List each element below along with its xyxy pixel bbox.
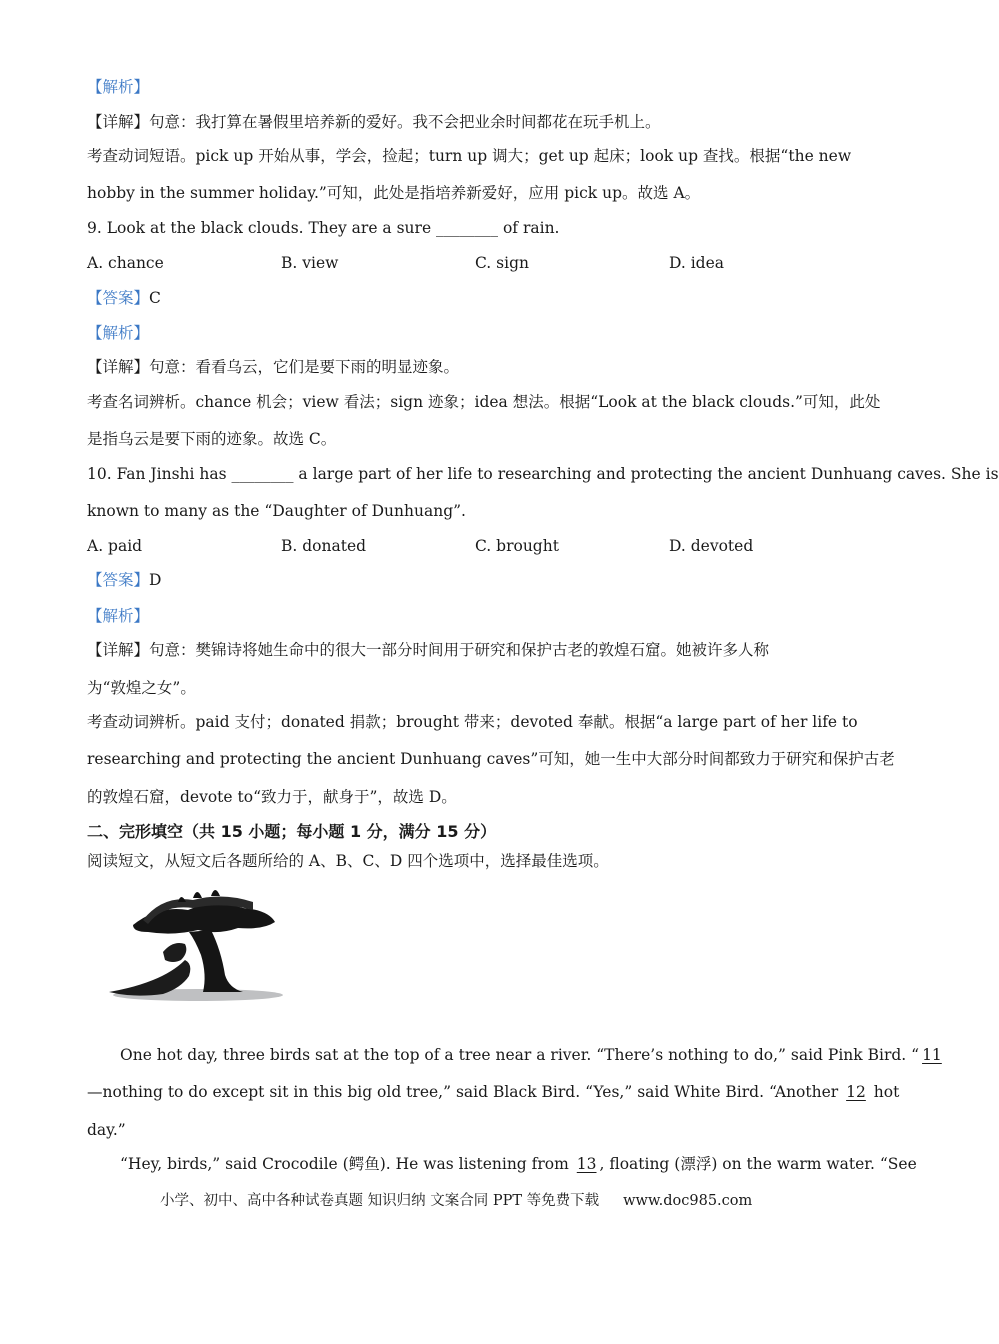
question-9-answer: 【答案】C: [87, 289, 161, 307]
passage-line: —nothing to do except sit in this big old tree,” said Black Bird. “Yes,” said White Bird. “Another 12 hot: [87, 1083, 900, 1101]
question-10-stem: known to many as the “Daughter of Dunhuang”.: [87, 502, 466, 520]
question-10-explanation: 的敦煌石窟，devote to“致力于，献身于”，故选 D。: [87, 788, 457, 806]
blank-11: 11: [922, 1046, 942, 1064]
option-a: A. chance: [87, 254, 164, 272]
question-10-options: [87, 536, 864, 556]
option-c: C. sign: [475, 254, 529, 272]
question-9-detail: 【详解】句意：看看乌云，它们是要下雨的明显迹象。: [87, 358, 460, 376]
passage-line: day.”: [87, 1121, 126, 1139]
question-10-detail: 为“敦煌之女”。: [87, 679, 196, 697]
tree-crocodile-illustration: [103, 880, 283, 1005]
page-footer: 小学、初中、高中各种试卷真题 知识归纳 文案合同 PPT 等免费下载 www.doc985.com: [160, 1193, 753, 1209]
option-c: C. brought: [475, 537, 559, 555]
passage-line: One hot day, three birds sat at the top of a tree near a river. “There’s nothing to do,” said Pink Bird. “ 11: [87, 1045, 864, 1065]
question-10-detail: 【详解】句意：樊锦诗将她生命中的很大一部分时间用于研究和保护古老的敦煌石窟。她被许多人称: [87, 641, 770, 659]
question-10-stem: 10. Fan Jinshi has ________ a large part of her life to researching and protecting the ancient Dunhuang caves. She is: [87, 465, 999, 483]
blank-13: 13: [576, 1155, 597, 1173]
blank-12: 12: [846, 1083, 866, 1101]
detail-label: 【详解】: [87, 113, 150, 131]
option-d: D. idea: [669, 254, 725, 272]
footer-url[interactable]: www.doc985.com: [623, 1193, 753, 1209]
explanation-line: hobby in the summer holiday.”可知，此处是指培养新爱好，应用 pick up。故选 A。: [87, 184, 701, 202]
explanation-line: 考查动词短语。pick up 开始从事，学会，捡起；turn up 调大；get up 起床；look up 查找。根据“the new: [87, 147, 852, 165]
question-9-explanation: 考查名词辨析。chance 机会；view 看法；sign 迹象；idea 想法。根据“Look at the black clouds.”可知，此处: [87, 393, 881, 411]
section-instruction: 阅读短文，从短文后各题所给的 A、B、C、D 四个选项中，选择最佳选项。: [87, 852, 609, 870]
question-10-explanation: researching and protecting the ancient Dunhuang caves”可知，她一生中大部分时间都致力于研究和保护古老: [87, 750, 895, 768]
question-9-explanation: 是指乌云是要下雨的迹象。故选 C。: [87, 430, 337, 448]
question-10-analysis-label: 【解析】: [87, 607, 150, 625]
question-10-explanation: 考查动词辨析。paid 支付；donated 捐款；brought 带来；devoted 奉献。根据“a large part of her life to: [87, 713, 858, 731]
question-9-stem: 9. Look at the black clouds. They are a sure ________ of rain.: [87, 219, 560, 237]
question-10-answer: 【答案】D: [87, 571, 162, 589]
analysis-label: 【解析】: [87, 78, 150, 96]
question-9-options: [87, 253, 864, 273]
option-d: D. devoted: [669, 537, 754, 555]
option-b: B. view: [281, 254, 339, 272]
passage-line: “Hey, birds,” said Crocodile (鳄鱼). He was listening from 13 , floating (漂浮) on the warm water. “See: [120, 1155, 917, 1173]
option-a: A. paid: [87, 537, 143, 555]
question-9-analysis-label: 【解析】: [87, 324, 150, 342]
detail-line: 【详解】句意：我打算在暑假里培养新的爱好。我不会把业余时间都花在玩手机上。: [87, 113, 661, 131]
section-title: 二、完形填空（共 15 小题；每小题 1 分，满分 15 分）: [87, 822, 497, 841]
option-b: B. donated: [281, 537, 367, 555]
